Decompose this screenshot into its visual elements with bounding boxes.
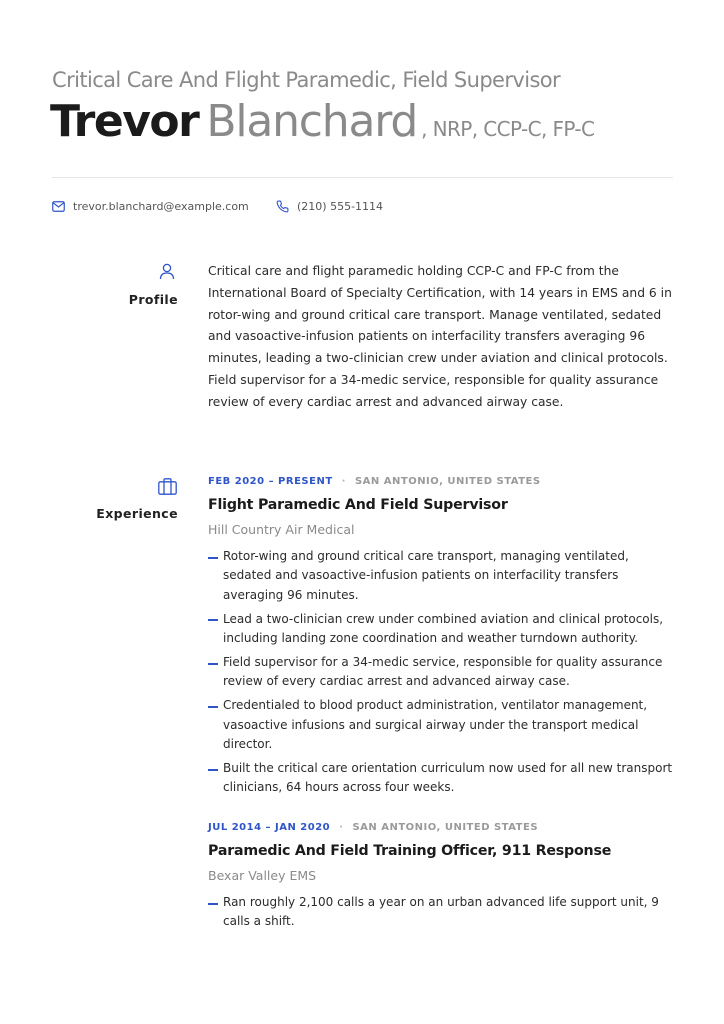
job-role: Paramedic And Field Training Officer, 911 Response bbox=[208, 843, 612, 859]
list-item: Lead a two-clinician crew under combined aviation and clinical protocols, including landing zone coordination and weather turndown authority. bbox=[208, 610, 678, 649]
job-company: Bexar Valley EMS bbox=[208, 868, 317, 883]
meta-separator: · bbox=[341, 476, 346, 487]
job-location: SAN ANTONIO, UNITED STATES bbox=[352, 822, 539, 833]
job-dates: FEB 2020 – PRESENT bbox=[208, 476, 333, 487]
email-text: trevor.blanchard@example.com bbox=[73, 200, 249, 213]
list-item: Field supervisor for a 34-medic service, responsible for quality assurance review of every cardiac arrest and advanced airway case. bbox=[208, 653, 678, 692]
email-contact[interactable] bbox=[52, 200, 249, 213]
first-name: Trevor bbox=[50, 96, 199, 147]
job-meta bbox=[208, 822, 538, 833]
briefcase-icon bbox=[158, 478, 177, 495]
experience-label: Experience bbox=[96, 506, 178, 521]
name-heading bbox=[50, 96, 594, 147]
phone-icon bbox=[276, 200, 289, 213]
job-company: Hill Country Air Medical bbox=[208, 522, 355, 537]
job-location: SAN ANTONIO, UNITED STATES bbox=[354, 476, 541, 487]
list-item: Rotor-wing and ground critical care transport, managing ventilated, sedated and vasoactive-infusion patients on interfacility transfers averaging 96 minutes. bbox=[208, 547, 678, 605]
mail-icon bbox=[52, 201, 65, 212]
job-meta bbox=[208, 476, 541, 487]
list-item: Built the critical care orientation curriculum now used for all new transport clinicians, 64 hours across four weeks. bbox=[208, 759, 678, 798]
job-bullets bbox=[208, 893, 678, 936]
meta-separator: · bbox=[339, 822, 344, 833]
last-name: Blanchard bbox=[206, 96, 418, 147]
header-divider bbox=[52, 177, 673, 178]
job-dates: JUL 2014 – JAN 2020 bbox=[208, 822, 331, 833]
job-title: Critical Care And Flight Paramedic, Field Supervisor bbox=[52, 68, 561, 92]
credentials: , NRP, CCP-C, FP-C bbox=[421, 117, 595, 141]
user-icon bbox=[159, 263, 175, 280]
job-bullets bbox=[208, 547, 678, 802]
phone-contact[interactable] bbox=[276, 200, 383, 213]
phone-text: (210) 555-1114 bbox=[297, 200, 384, 213]
job-role: Flight Paramedic And Field Supervisor bbox=[208, 497, 508, 513]
list-item: Credentialed to blood product administration, ventilator management, vasoactive infusions and surgical airway under the transport medical director. bbox=[208, 696, 678, 754]
profile-summary: Critical care and flight paramedic holding CCP-C and FP-C from the International Board of Specialty Certification, with 14 years in EMS and 6 in rotor-wing and ground critical care transport. Manage ventilated, sedated and vasoactive-infusion patients on interfacility transfers averaging 96 minutes, leading a two-clinician crew under aviation and clinical protocols. Field supervisor for a 34-medic service, responsible for quality assurance review of every cardiac arrest and advanced airway case. bbox=[208, 264, 672, 409]
profile-label: Profile bbox=[128, 292, 178, 307]
list-item: Ran roughly 2,100 calls a year on an urban advanced life support unit, 9 calls a shift. bbox=[208, 893, 678, 932]
